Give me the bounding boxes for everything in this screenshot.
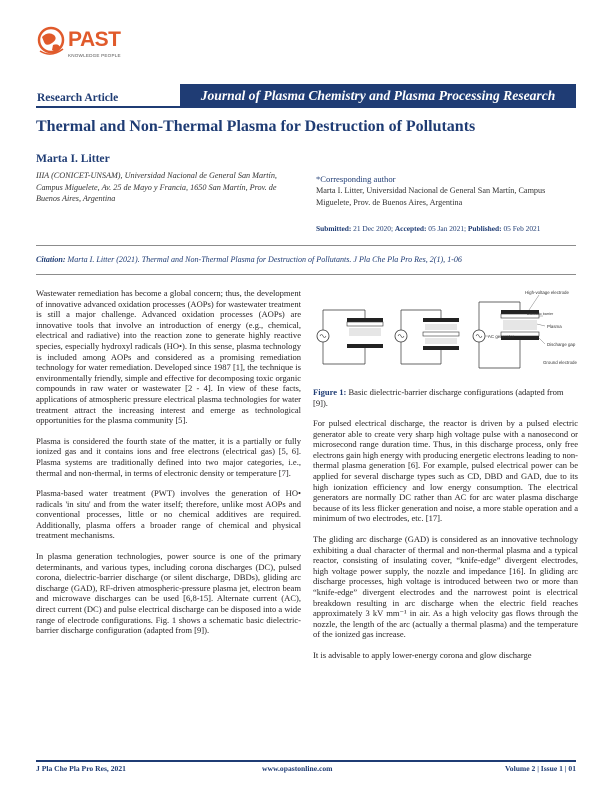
journal-title-banner: Journal of Plasma Chemistry and Plasma Processing Research	[180, 84, 576, 108]
citation-top-divider	[36, 245, 576, 246]
body-paragraph: Plasma-based water treatment (PWT) involves the generation of HO• radicals 'in situ' and from the water itself; therefore, unlike most AOPs and conventional processes, little or no chemical additives are required. Additionally, plasma offers a broader range of chemical and physical treatment mechanisms.	[36, 488, 301, 541]
publisher-logo	[36, 25, 136, 61]
citation-bottom-divider	[36, 274, 576, 275]
label-ground-electrode: Ground electrode	[543, 360, 577, 365]
published-label: Published:	[467, 224, 502, 233]
header-divider	[36, 106, 576, 108]
left-column	[36, 288, 301, 646]
citation-label: Citation:	[36, 255, 66, 264]
accepted-label: Accepted:	[394, 224, 427, 233]
label-discharge-gap: Discharge gap	[547, 342, 576, 347]
logo-wordmark: PAST	[68, 28, 121, 51]
body-paragraph: Wastewater remediation has become a global concern; thus, the development of innovative advanced oxidation processes (AOPs) for wastewater treatment is still a major challenge. Advanced oxidation processes (AOPs) are innovative tools that involve an introduction of energy (e.g., chemical, electrical and radiative) into the reaction zone to generate highly reactive species, especially hydroxyl radicals (HO•). In this sense, plasma technology is included among AOPs and considered as a promising remediation technology for water remediation. Developed since 1987 [1], the technique is environmentally friendly, simple and effective for decomposing toxic organic compounds in raw water or wastewater [2 - 4]. In view of these facts, applications of atmospheric pressure electrical plasma technologies for water treatment attract the increasing interest and emerge as technological opportunities for the plasma community [5].	[36, 288, 301, 426]
accepted-date: 05 Jan 2021;	[426, 224, 468, 233]
article-title: Thermal and Non-Thermal Plasma for Destruction of Pollutants	[36, 118, 476, 135]
publication-dates	[316, 224, 540, 233]
citation-text: Marta I. Litter (2021). Thermal and Non-Thermal Plasma for Destruction of Pollutants. J Pla Che Pla Pro Res, 2(1), 1-06	[65, 255, 462, 264]
footer-journal-abbrev: J Pla Che Pla Pro Res, 2021	[36, 764, 126, 773]
article-type-label: Research Article	[37, 92, 119, 104]
label-dielectric-barrier: Dielectric barrier	[527, 312, 554, 316]
footer-volume-issue-page: Volume 2 | Issue 1 | 01	[505, 764, 576, 773]
figure-1-caption	[313, 387, 578, 408]
body-paragraph: Plasma is considered the fourth state of the matter, it is a partially or fully ionized gas and it contains ions and free electrons (electrical gas) [5, 6]. Plasma systems are traditionally defined into two major categories, i.e., thermal and non-thermal, in terms of electronic density or temperature [7].	[36, 435, 301, 478]
dbd-configuration-a	[317, 310, 383, 364]
figure-caption-label: Figure 1:	[313, 387, 347, 397]
author-name: Marta I. Litter	[36, 152, 110, 165]
right-column	[313, 418, 578, 670]
dbd-configuration-c	[473, 295, 545, 368]
body-paragraph: For pulsed electrical discharge, the reactor is driven by a pulsed electric generator able to create very sharp high voltage pulse with a nanosecond or microsecond range duration time. Thus, in this discharge process, only free electrons gain high energy with producing energetic electrons leading to non-thermal plasma generation [6]. For example, pulsed electrical power can be applied for several discharge types such as CD, DBD and GAD, due to its high ionization efficiency and low energy consumption. The electrical generators are normally DC rather than AC for arc water plasma discharge because of its less flicker generation and noise, a more stable operation and a minimum of two electrodes, etc. [17].	[313, 418, 578, 524]
figure-1-dbd-diagram	[313, 288, 578, 386]
globe-icon	[36, 25, 66, 57]
author-affiliation: IIIA (CONICET-UNSAM), Universidad Nacional de General San Martín, Campus Miguelete, Av. 25 de Mayo y Francia, 1650 San Martín, Prov. de Buenos Aires, Argentina	[36, 171, 277, 204]
footer-divider	[36, 760, 576, 762]
logo-tagline: KNOWLEDGE PEOPLE	[68, 53, 121, 58]
corresponding-author-text: Marta I. Litter, Universidad Nacional de General San Martín, Campus Miguelete, Prov. de Buenos Aires, Argentina	[316, 186, 546, 207]
figure-caption-text: Basic dielectric-barrier discharge configurations (adapted from [9]).	[313, 387, 564, 408]
label-high-voltage-electrode: High-voltage electrode	[525, 290, 569, 295]
submitted-label: Submitted:	[316, 224, 352, 233]
body-paragraph: In plasma generation technologies, power source is one of the primary determinants, and various types, including corona discharges (DC), pulsed corona, dielectric-barrier discharge (or silent discharge, DBDs), gliding arc discharge (GAD), RF-driven atmospheric-pressure plasma jet, electron beam and microwave discharges can be used [6,8-15]. Alternate current (AC), direct current (DC) and pulse electrical discharge can be disposed into a wide range of electrode configurations. Fig. 1 shows a schematic basic dielectric-barrier discharge configuration (adapted from [9]).	[36, 551, 301, 636]
citation-line	[36, 255, 462, 264]
submitted-date: 21 Dec 2020;	[351, 224, 395, 233]
label-ac-generator: AC generator	[488, 334, 515, 339]
published-date: 05 Feb 2021	[501, 224, 541, 233]
dbd-configuration-b	[395, 310, 459, 364]
corresponding-author-label: *Corresponding author	[316, 174, 396, 184]
footer-website-link[interactable]: www.opastonline.com	[262, 764, 333, 773]
body-paragraph: It is advisable to apply lower-energy corona and glow discharge	[313, 649, 532, 660]
label-plasma: Plasma	[547, 324, 562, 329]
body-paragraph: The gliding arc discharge (GAD) is considered as an innovative technology exhibiting a dual character of thermal and non-thermal plasma and a typical reactor, consisting of insulating cover, “knife-edge” divergent electrodes, high voltage power supply, the nozzle and impedance [16]. In gliding arc discharge processes, high voltage is introduced between two or more than “knife-edge” divergent electrodes and the narrowest point is electrical breakdown resulting in arc discharge when the electric field reaches approximately 3 kV mm⁻¹ in air. As a high velocity gas flows through the nozzle, the length of the arc (actually a thermal plasma) and the temperature of the ionized gas increase.	[313, 533, 578, 640]
